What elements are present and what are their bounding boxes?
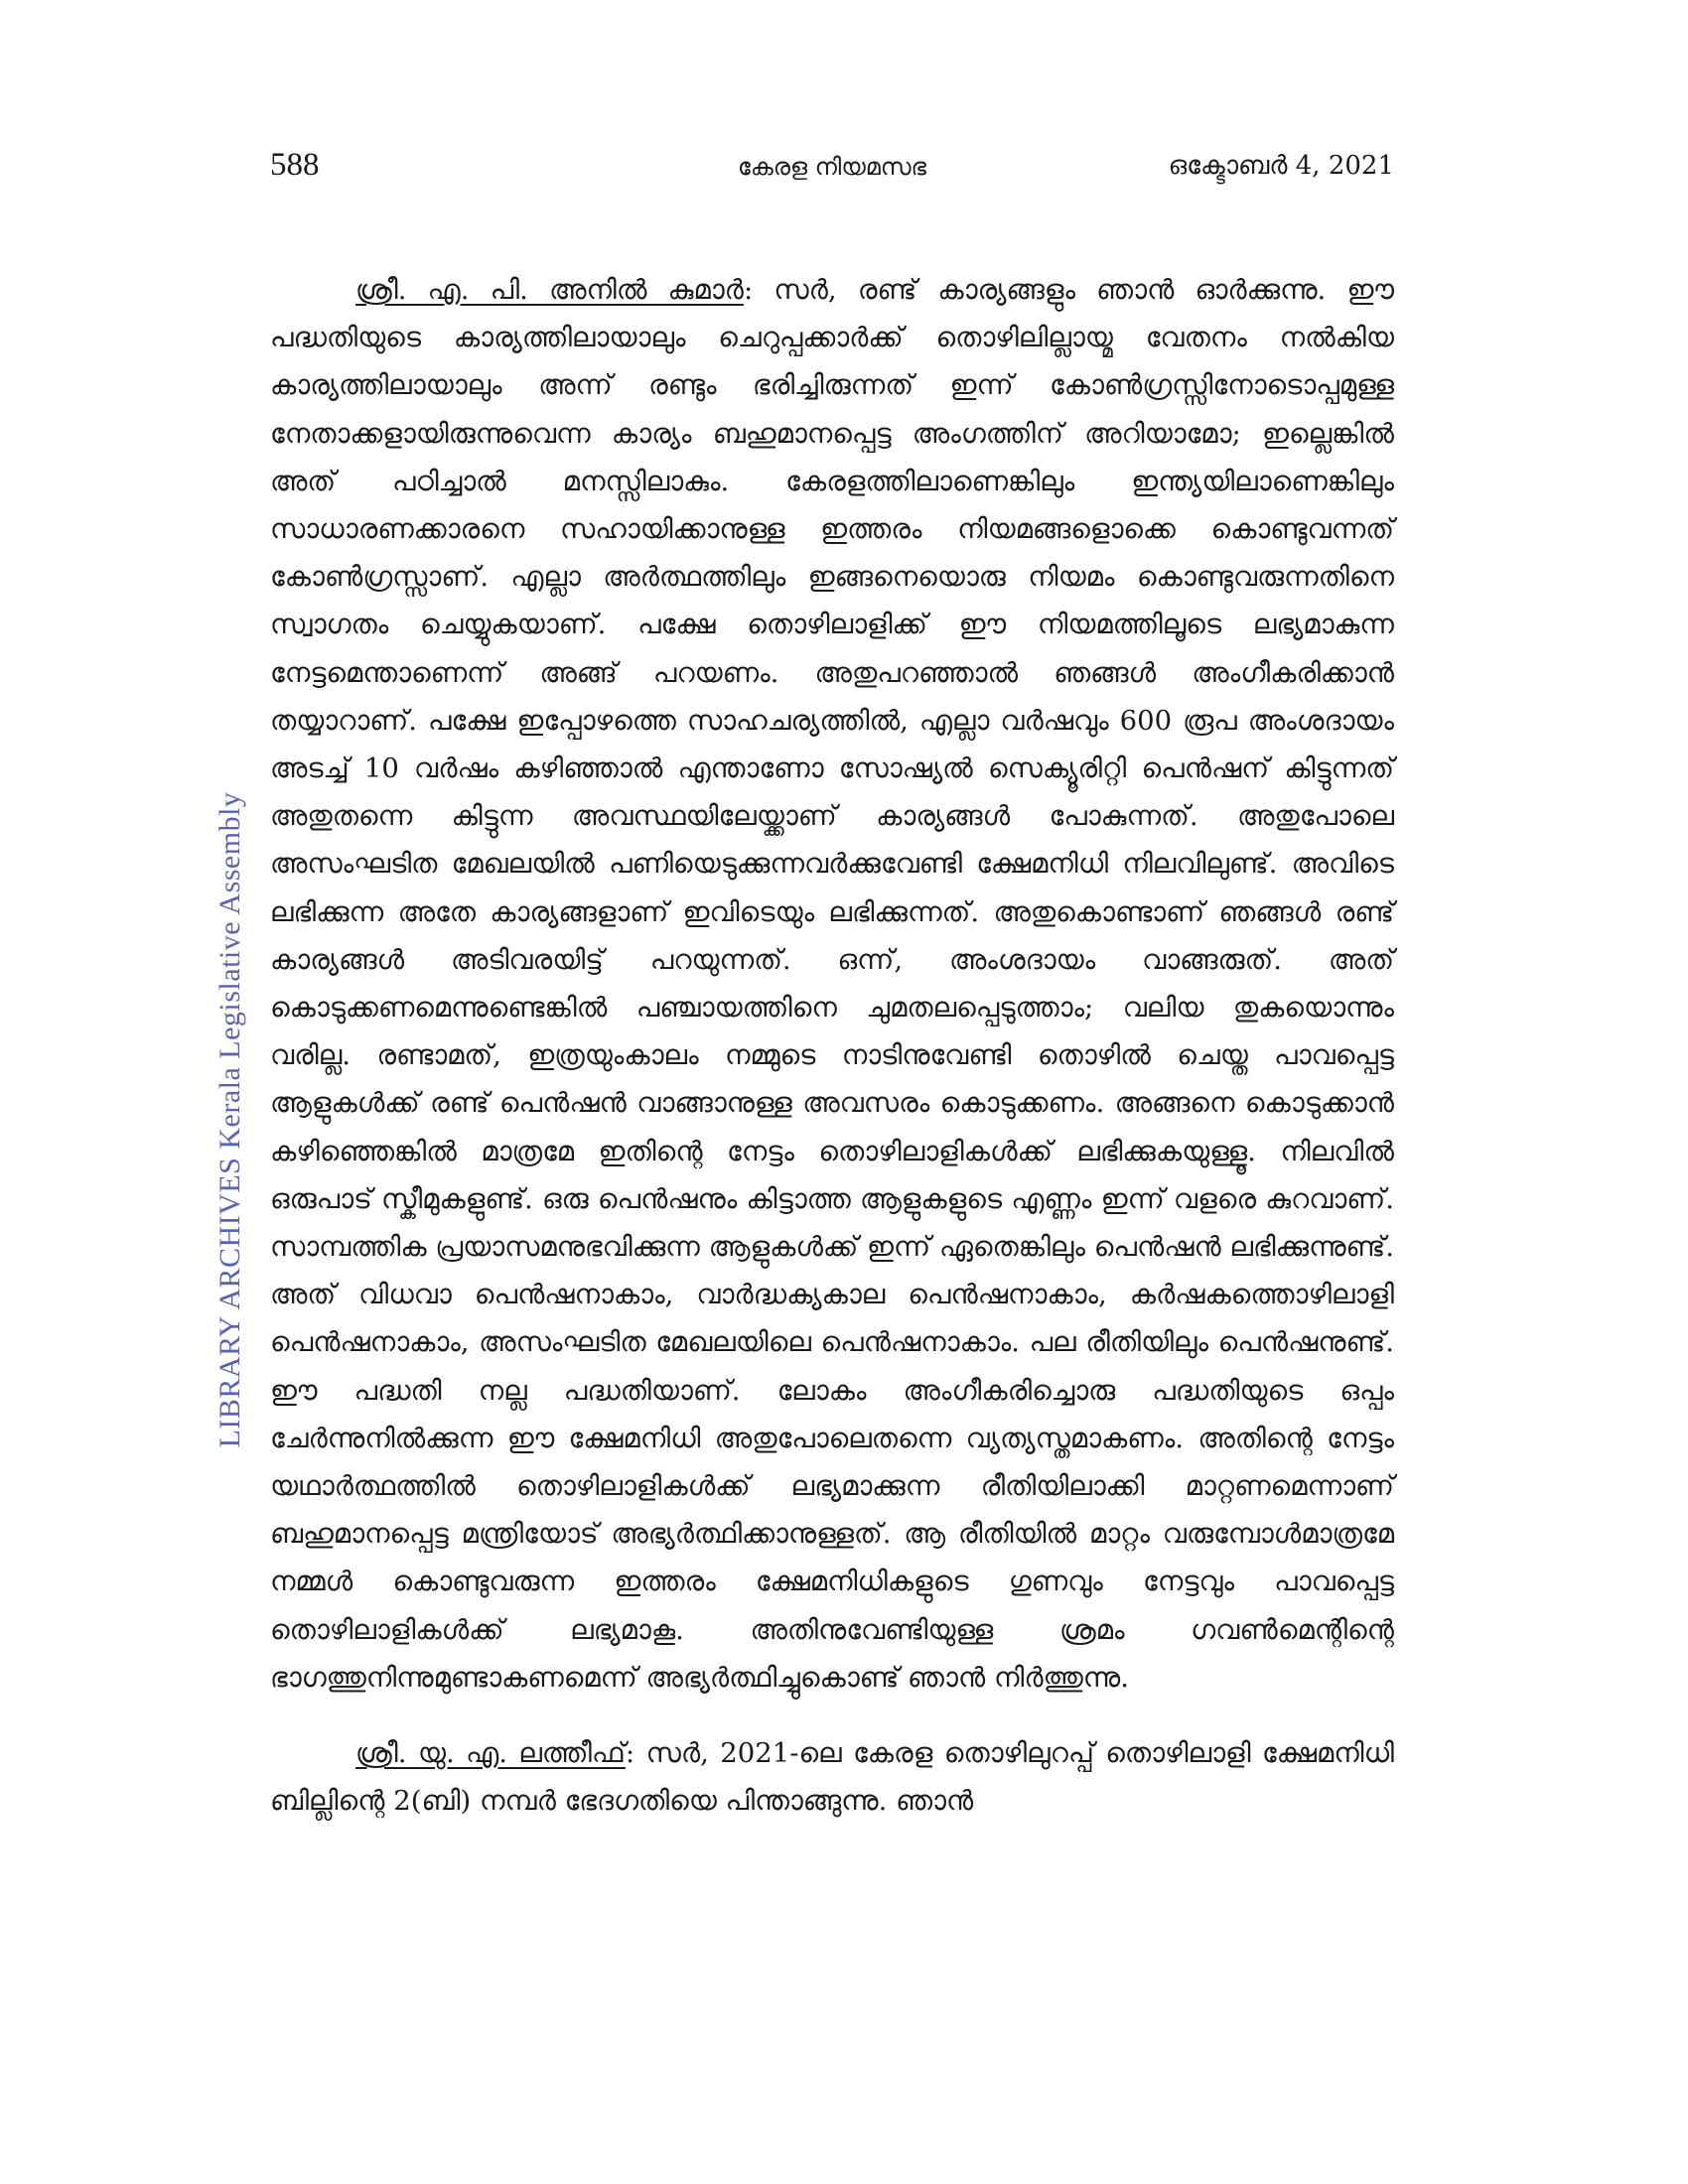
running-title: കേരള നിയമസഭ — [737, 153, 927, 181]
page-number: 588 — [270, 147, 320, 183]
transcript-body — [270, 266, 1394, 1853]
archive-watermark: LIBRARY ARCHIVES Kerala Legislative Assembly — [213, 791, 246, 1448]
speech-text: : സർ, രണ്ട് കാര്യങ്ങളും ഞാൻ ഓർക്കുന്നു. ഈ പദ്ധതിയുടെ കാര്യത്തിലായാലും ചെറുപ്പക്കാർക്ക് തൊഴിലില്ലായ്മ വേതനം നൽകിയ കാര്യത്തിലായാലും അന്ന് രണ്ടും ഭരിച്ചിരുന്നത് ഇന്ന് കോൺഗ്രസ്സിനോടൊപ്പമുള്ള നേതാക്കളായിരുന്നുവെന്ന കാര്യം ബഹുമാനപ്പെട്ട അംഗത്തിന് അറിയാമോ; ഇല്ലെങ്കിൽ അത് പഠിച്ചാൽ മനസ്സിലാകും. കേരളത്തിലാണെങ്കിലും ഇന്ത്യയിലാണെങ്കിലും സാധാരണക്കാരനെ സഹായിക്കാനുള്ള ഇത്തരം നിയമങ്ങളൊക്കെ കൊണ്ടുവന്നത് കോൺഗ്രസ്സാണ്. എല്ലാ അർത്ഥത്തിലും ഇങ്ങനെയൊരു നിയമം കൊണ്ടുവരുന്നതിനെ സ്വാഗതം ചെയ്യുകയാണ്. പക്ഷേ തൊഴിലാളിക്ക് ഈ നിയമത്തിലൂടെ ലഭ്യമാകുന്ന നേട്ടമെന്താണെന്ന് അങ്ങ് പറയണം. അതുപറഞ്ഞാൽ ഞങ്ങൾ അംഗീകരിക്കാൻ തയ്യാറാണ്. പക്ഷേ ഇപ്പോഴത്തെ സാഹചര്യത്തിൽ, എല്ലാ വർഷവും 600 രൂപ അംശദായം അടച്ച് 10 വർഷം കഴിഞ്ഞാൽ എന്താണോ സോഷ്യൽ സെക്യൂരിറ്റി പെൻഷന് കിട്ടുന്നത് അതുതന്നെ കിട്ടുന്ന അവസ്ഥയിലേയ്ക്കാണ് കാര്യങ്ങൾ പോകുന്നത്. അതുപോലെ അസംഘടിത മേഖലയിൽ പണിയെടുക്കുന്നവർക്കുവേണ്ടി ക്ഷേമനിധി നിലവിലുണ്ട്. അവിടെ ലഭിക്കുന്ന അതേ കാര്യങ്ങളാണ് ഇവിടെയും ലഭിക്കുന്നത്. അതുകൊണ്ടാണ് ഞങ്ങൾ രണ്ട് കാര്യങ്ങൾ അടിവരയിട്ട് പറയുന്നത്. ഒന്ന്, അംശദായം വാങ്ങരുത്. അത് കൊടുക്കണമെന്നുണ്ടെങ്കിൽ പഞ്ചായത്തിനെ ചുമതലപ്പെടുത്താം; വലിയ തുകയൊന്നും വരില്ല. രണ്ടാമത്, ഇത്രയുംകാലം നമ്മുടെ നാടിനുവേണ്ടി തൊഴിൽ ചെയ്ത പാവപ്പെട്ട ആളുകൾക്ക് രണ്ട് പെൻഷൻ വാങ്ങാനുള്ള അവസരം കൊടുക്കണം. അങ്ങനെ കൊടുക്കാൻ കഴിഞ്ഞെങ്കിൽ മാത്രമേ ഇതിന്റെ നേട്ടം തൊഴിലാളികൾക്ക് ലഭിക്കുകയുള്ളൂ. നിലവിൽ ഒരുപാട് സ്കീമുകളുണ്ട്. ഒരു പെൻഷനും കിട്ടാത്ത ആളുകളുടെ എണ്ണം ഇന്ന് വളരെ കുറവാണ്. സാമ്പത്തിക പ്രയാസമനുഭവിക്കുന്ന ആളുകൾക്ക് ഇന്ന് ഏതെങ്കിലും പെൻഷൻ ലഭിക്കുന്നുണ്ട്. അത് വിധവാ പെൻഷനാകാം, വാർദ്ധക്യകാല പെൻഷനാകാം, കർഷകത്തൊഴിലാളി പെൻഷനാകാം, അസംഘടിത മേഖലയിലെ പെൻഷനാകാം. പല രീതിയിലും പെൻഷനുണ്ട്. ഈ പദ്ധതി നല്ല പദ്ധതിയാണ്. ലോകം അംഗീകരിച്ചൊരു പദ്ധതിയുടെ ഒപ്പം ചേർന്നുനിൽക്കുന്ന ഈ ക്ഷേമനിധി അതുപോലെതന്നെ വ്യത്യസ്തമാകണം. അതിന്റെ നേട്ടം യഥാർത്ഥത്തിൽ തൊഴിലാളികൾക്ക് ലഭ്യമാക്കുന്ന രീതിയിലാക്കി മാറ്റണമെന്നാണ് ബഹുമാനപ്പെട്ട മന്ത്രിയോട് അഭ്യർത്ഥിക്കാനുള്ളത്. ആ രീതിയിൽ മാറ്റം വരുമ്പോൾമാത്രമേ നമ്മൾ കൊണ്ടുവരുന്ന ഇത്തരം ക്ഷേമനിധികളുടെ ഗുണവും നേട്ടവും പാവപ്പെട്ട തൊഴിലാളികൾക്ക് ലഭ്യമാകൂ. അതിനുവേണ്ടിയുള്ള ശ്രമം ഗവൺമെന്റിന്റെ ഭാഗത്തുനിന്നുമുണ്ടാകണമെന്ന് അഭ്യർത്ഥിച്ചുകൊണ്ട് ഞാൻ നിർത്തുന്നു. — [270, 274, 1394, 1694]
speech-text: : സർ, 2021-ലെ കേരള തൊഴിലുറപ്പ് തൊഴിലാളി ക്ഷേമനിധി ബില്ലിന്റെ 2(ബി) നമ്പർ ഭേദഗതിയെ പിന്താങ്ങുന്നു. ഞാൻ — [270, 1737, 1394, 1818]
speaker-name: ശ്രീ. യു. എ. ലത്തീഫ് — [355, 1737, 626, 1770]
speaker-name: ശ്രീ. എ. പി. അനിൽ കുമാർ — [355, 274, 744, 306]
speech-paragraph — [270, 1729, 1394, 1825]
speech-paragraph — [270, 266, 1394, 1702]
page-header — [270, 147, 1394, 195]
header-date: ഒക്ടോബർ 4, 2021 — [1168, 151, 1394, 181]
